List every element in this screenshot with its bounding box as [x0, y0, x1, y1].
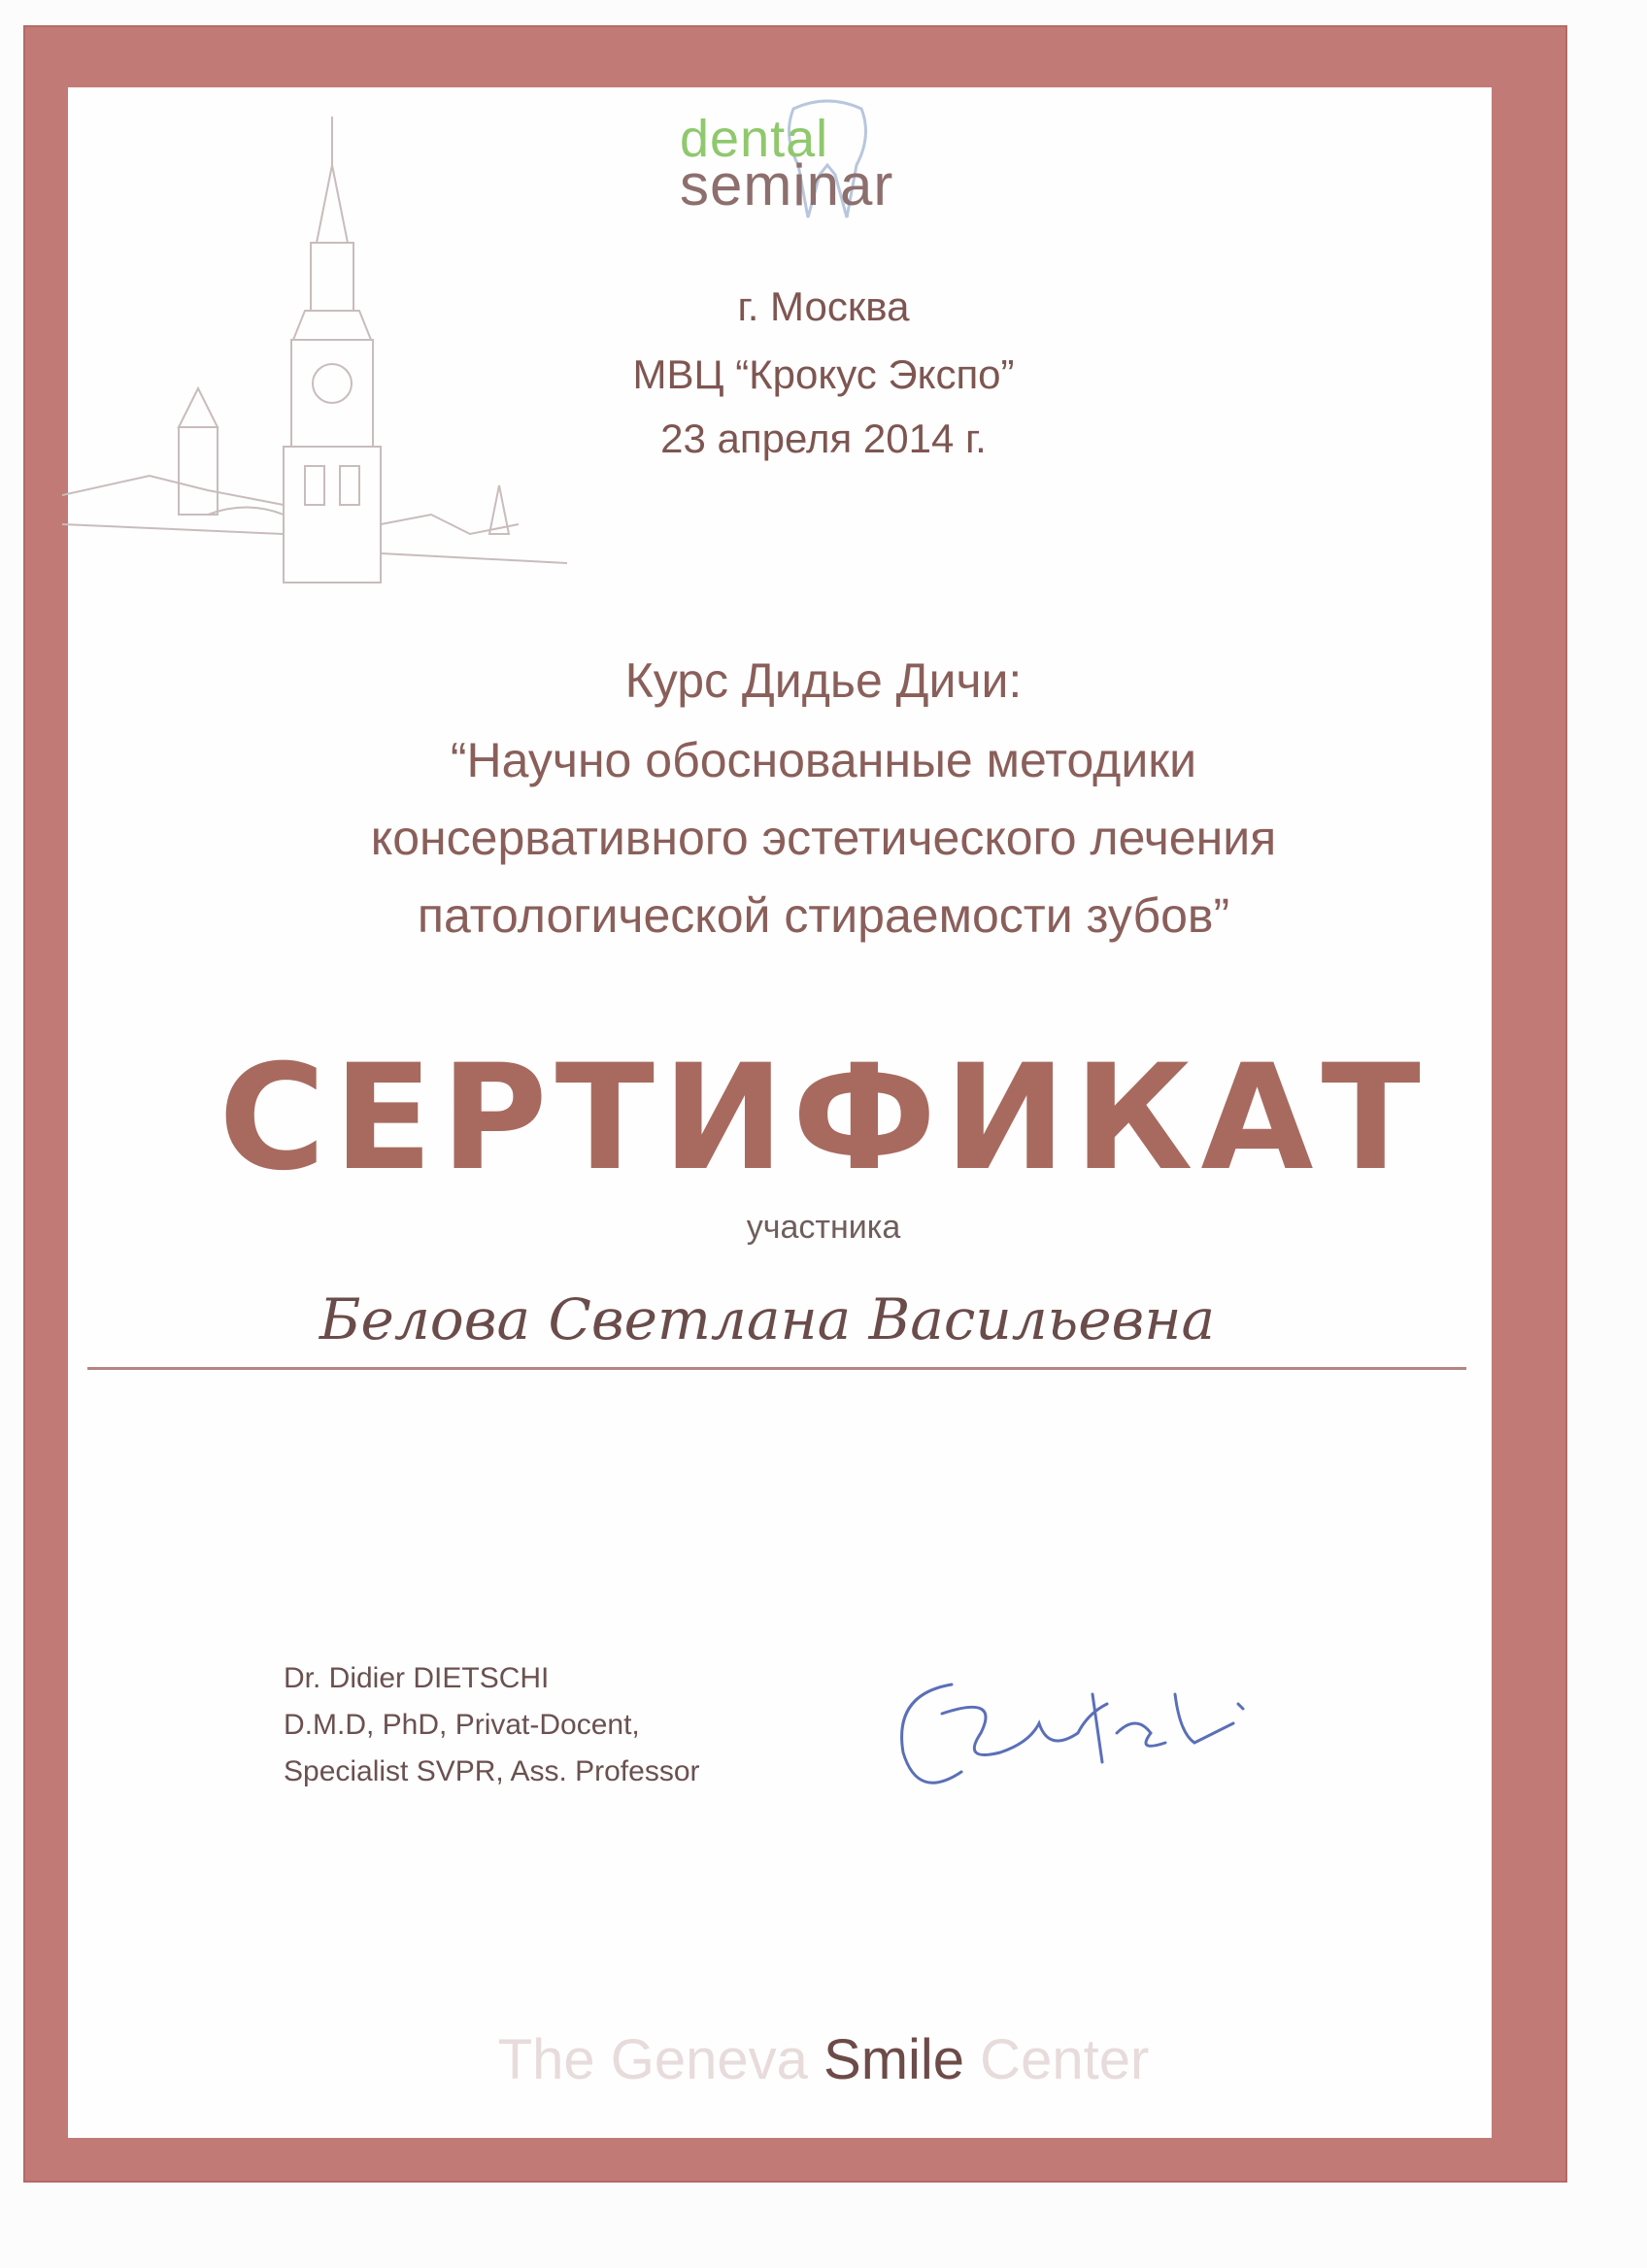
signatory-name: Dr. Didier DIETSCHI	[284, 1662, 550, 1694]
signatory-degrees: D.M.D, PhD, Privat-Docent,	[284, 1709, 640, 1741]
venue-city: г. Москва	[737, 284, 910, 329]
handwritten-signature-icon	[884, 1655, 1262, 1811]
course-title-line-4: патологической стираемости зубов”	[417, 888, 1230, 943]
footer-text-part-3: Center	[964, 2028, 1150, 2091]
dental-seminar-logo	[670, 87, 991, 233]
signatory-position: Specialist SVPR, Ass. Professor	[284, 1755, 700, 1787]
name-underline	[87, 1367, 1466, 1370]
logo-text-seminar: seminar	[680, 152, 894, 217]
footer-text-part-1: The Geneva	[497, 2028, 824, 2091]
footer-text-part-2: Smile	[824, 2028, 965, 2091]
signatory-block	[284, 1655, 700, 1795]
kremlin-tower-illustration	[62, 107, 567, 592]
participant-name: Белова Светлана Васильевна	[319, 1286, 1216, 1352]
certificate-subtitle: участника	[746, 1209, 901, 1246]
course-title-line-2: “Научно обоснованные методики	[450, 733, 1197, 787]
event-date: 23 апреля 2014 г.	[660, 416, 987, 461]
venue-place: МВЦ “Крокус Экспо”	[632, 351, 1015, 397]
certificate-title: СЕРТИФИКАТ	[218, 1034, 1429, 1203]
logo-text-dental: dental	[680, 110, 829, 168]
course-title-line-3: консервативного эстетического лечения	[370, 811, 1277, 865]
geneva-smile-center-logo	[0, 2027, 1647, 2092]
course-title-line-1: Курс Дидье Дичи:	[624, 653, 1023, 708]
